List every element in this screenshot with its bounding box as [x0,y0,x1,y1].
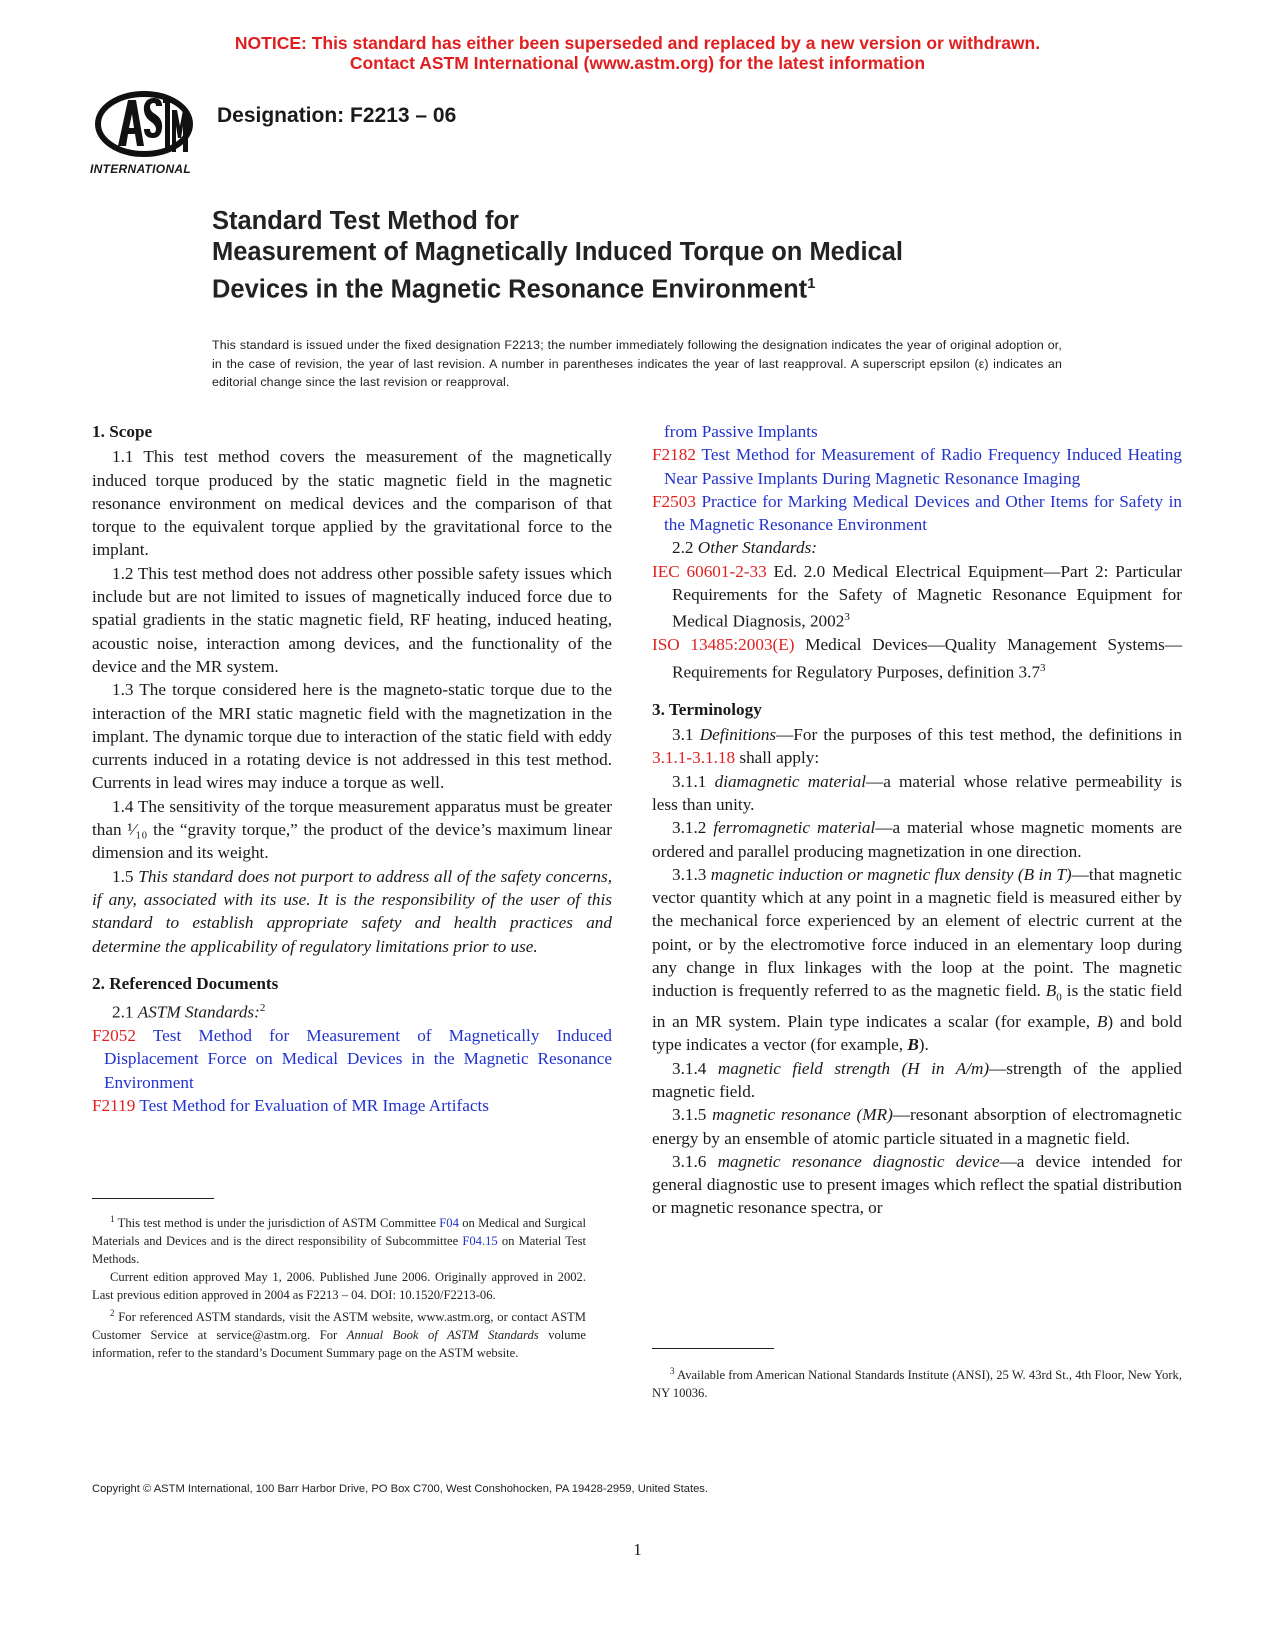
footnote-1-text-b: on Medical and Surgical Materials and Devices and is the direct responsibility of Subcommittee [92,1216,587,1249]
footnote-1-text-a: This test method is under the jurisdiction of ASTM Committee [117,1216,440,1231]
logo-wordmark: INTERNATIONAL [90,162,192,176]
para-3-1-term: Definitions [699,725,777,745]
section-3-heading: 3. Terminology [652,699,762,719]
para-3-1-6-number: 3.1.6 [672,1151,707,1171]
footnote-3-text: Available from American National Standards Institute (ANSI), 25 W. 43rd St., 4th Floor, New York, NY 10036. [652,1368,1182,1401]
footnote-1-text-c: on Material Test Methods. [92,1234,586,1267]
para-2-2-number: 2.2 [672,538,694,558]
footnote-divider-right [652,1348,774,1349]
reference-iec [652,560,1182,634]
reference-f2503-code[interactable]: F2503 [652,491,696,511]
title-line-3 [212,268,1112,306]
supersession-notice [0,33,1275,73]
title-line-3-text: Devices in the Magnetic Resonance Environment [212,275,808,304]
reference-f2503-title[interactable]: Practice for Marking Medical Devices and Other Items for Safety in the Magnetic Resonance Environment [664,491,1183,535]
copyright-line: Copyright © ASTM International, 100 Barr Harbor Drive, PO Box C700, West Conshohocken, PA 19428-2959, United States. [92,1483,708,1495]
para-3-1-1-text: —a material whose relative permeability is less than unity. [652,771,1182,814]
para-3-1-number: 3.1 [672,725,694,745]
footnotes-left [92,1210,586,1362]
footnote-3-mark: 3 [670,1366,675,1376]
notice-line-2: Contact ASTM International (www.astm.org) for the latest information [349,53,926,73]
left-column [92,420,612,1117]
para-2-1-footnote-mark: 2 [259,1002,266,1015]
para-3-1-4-number: 3.1.4 [672,1058,707,1078]
para-3-1-2 [652,816,1182,863]
para-3-1-5-term: magnetic resonance (MR) [712,1105,893,1125]
para-3-1-2-text: —a material whose magnetic moments are ordered and parallel producing magnetization in one direction. [652,818,1183,861]
reference-iec-title: Ed. 2.0 Medical Electrical Equipment—Part 2: Particular Requirements for the Safety of Magnetic Resonance Equipment for Medical Diagnosis, 2002 [672,561,1182,632]
symbol-b-scalar: B [1096,1012,1108,1032]
para-3-1-3-text-d: ). [918,1035,929,1055]
reference-f2052-code[interactable]: F2052 [92,1026,136,1046]
para-1-2: 1.2 This test method does not address other possible safety issues which include but are not limited to issues of magnetically induced force due to spatial gradients in the static magnetic field, RF heating, induced heating, acoustic noise, interaction among devices, and the functionality of the device and the MR system. [92,563,612,676]
para-3-1-2-term: ferromagnetic material [713,818,876,838]
para-3-1-1-number: 3.1.1 [672,771,707,791]
reference-f2182[interactable] [652,443,1182,490]
para-3-1-5-text: —resonant absorption of electromagnetic energy by an ensemble of atomic particle situated in a magnetic field. [652,1105,1182,1148]
symbol-b0-subscript: 0 [1056,991,1062,1004]
reference-f2503[interactable] [652,490,1182,537]
footnote-2-mark: 2 [110,1308,115,1319]
para-3-1-text-a: —For the purposes of this test method, the definitions in [776,725,1183,745]
reference-iec-code[interactable]: IEC 60601-2-33 [652,561,767,581]
notice-line-1: NOTICE: This standard has either been superseded and replaced by a new version or withdrawn. [234,33,1041,53]
reference-iso [652,633,1182,683]
footnote-2-text-a: For referenced ASTM standards, visit the ASTM website, www.astm.org, or contact ASTM Customer Service at service@astm.org. For [92,1310,586,1343]
para-3-1-2-number: 3.1.2 [672,818,707,838]
para-3-1-5-number: 3.1.5 [672,1105,707,1125]
reference-f2119[interactable] [92,1094,612,1117]
para-3-1-5 [652,1103,1182,1150]
para-3-1-4-term: magnetic field strength (H in A/m) [717,1058,990,1078]
para-3-1-3-text-c: ) and bold type indicates a vector (for example, [652,1012,1182,1055]
section-1-heading: 1. Scope [92,422,153,441]
para-1-5 [92,865,612,958]
para-3-1-1-term: diamagnetic material [714,771,867,791]
para-3-1-3 [652,863,1182,1057]
para-2-2-label: Other Standards: [697,538,817,558]
para-3-1-6-term: magnetic resonance diagnostic device [717,1151,1000,1171]
para-3-1-3-term: magnetic induction or magnetic flux density (B in T) [710,864,1072,884]
footnotes-right [652,1362,1182,1402]
footnote-1-edition: Current edition approved May 1, 2006. Published June 2006. Originally approved in 2002. Last previous edition approved in 2004 as F2213 – 04. DOI: 10.1520/F2213-06. [92,1270,586,1303]
footnote-2-italic: Annual Book of ASTM Standards [346,1328,539,1343]
para-3-1-3-text-a: —that magnetic vector quantity which at any point in a magnetic field is measured either by the mechanical force experienced by an element of electric current at the point, or by the electromotive force induced in an elementary loop during any change in flux linkages with the loop at the point. The magnetic induction is frequently referred to as the magnetic field. [652,864,1182,1001]
para-1-5-number: 1.5 [112,866,134,886]
title-footnote-mark: 1 [807,275,816,292]
para-2-1-number: 2.1 [112,1002,134,1022]
reference-f2182-code[interactable]: F2182 [652,445,696,465]
issuance-note: This standard is issued under the fixed designation F2213; the number immediately following the designation indicates the year of original adoption or, in the case of revision, the year of last revision. A number in parentheses indicates the year of last reapproval. A superscript epsilon (ε) indicates an editorial change since the last revision or reapproval. [212,338,1062,390]
para-1-3: 1.3 The torque considered here is the magneto-static torque due to the interaction of the MRI static magnetic field with the magnetization in the implant. The dynamic torque due to interaction of the static field with eddy currents induced in a rotating device is not addressed in this test method. Currents in lead wires may induce a torque as well. [92,680,612,793]
para-3-1-3-text-b: is the static field in an MR system. Plain type indicates a scalar (for example, [652,981,1182,1032]
para-1-1: 1.1 This test method covers the measurement of the magnetically induced torque produced by the static magnetic field in the magnetic resonance environment on medical devices and the comparison of that torque to the equivalent torque applied by the gravitational force to the implant. [92,447,612,560]
astm-logo [92,86,196,182]
para-2-1-label: ASTM Standards: [137,1002,260,1022]
right-column [652,420,1182,1220]
reference-f2182-title[interactable]: Test Method for Measurement of Radio Frequency Induced Heating Near Passive Implants During Magnetic Resonance Imaging [664,445,1182,488]
para-3-1-1 [652,770,1182,817]
reference-f2052-title[interactable]: Test Method for Measurement of Magnetically Induced Displacement Force on Medical Devices in the Magnetic Resonance Environment [104,1026,612,1092]
reference-f2119-continuation[interactable] [652,420,1182,443]
para-3-1-4 [652,1057,1182,1104]
reference-f2119-title-cont[interactable]: from Passive Implants [664,422,818,441]
section-2-heading: 2. Referenced Documents [92,973,279,993]
subcommittee-f04-15-link[interactable]: F04.15 [462,1234,498,1249]
definitions-range-link[interactable]: 3.1.1-3.1.18 [652,748,736,768]
reference-iec-footnote-mark: 3 [844,611,850,624]
para-3-1-6-text: —a device intended for general diagnostic use to present images which reflect the spatial distribution or magnetic resonance spectra, or [652,1151,1183,1218]
symbol-b0: B [1045,981,1057,1001]
committee-f04-link[interactable]: F04 [439,1216,459,1231]
footnote-2 [92,1304,586,1362]
para-2-1 [92,997,612,1024]
para-3-1-4-text: —strength of the applied magnetic field. [652,1058,1183,1101]
footnote-3 [652,1362,1182,1402]
footnote-1 [92,1210,586,1268]
reference-iso-code[interactable]: ISO 13485:2003(E) [652,635,795,655]
title-line-1: Standard Test Method for [212,207,519,235]
reference-f2119-title[interactable]: Test Method for Evaluation of MR Image Artifacts [139,1096,489,1116]
footnote-1-mark: 1 [110,1214,115,1224]
para-3-1-3-number: 3.1.3 [672,864,707,884]
title-line-2: Measurement of Magnetically Induced Torque on Medical [212,238,903,266]
para-1-4: 1.4 The sensitivity of the torque measurement apparatus must be greater than ¹⁄₁₀ the “gravity torque,” the product of the device’s maximum linear dimension and its weight. [92,796,612,863]
designation: Designation: F2213 – 06 [217,104,457,127]
para-3-1 [652,723,1182,770]
page-number: 1 [633,1540,642,1559]
footnote-2-text-b: volume information, refer to the standard’s Document Summary page on the ASTM website. [92,1328,586,1361]
symbol-b-vector: B [907,1035,919,1055]
reference-iso-footnote-mark: 3 [1040,661,1046,674]
reference-f2119-code[interactable]: F2119 [92,1096,136,1116]
para-1-5-text: This standard does not purport to address all of the safety concerns, if any, associated with its use. It is the responsibility of the user of this standard to establish appropriate safety and health practices and determine the applicability of regulatory limitations prior to use. [92,866,613,956]
document-title [212,206,1112,306]
footnote-divider-left [92,1198,214,1199]
reference-iso-title: Medical Devices—Quality Management Systems—Requirements for Regulatory Purposes, definition 3.7 [672,635,1183,682]
para-2-2 [652,536,1182,559]
para-3-1-6 [652,1150,1182,1220]
reference-f2052[interactable] [92,1024,612,1094]
para-3-1-text-b: shall apply: [735,748,820,768]
